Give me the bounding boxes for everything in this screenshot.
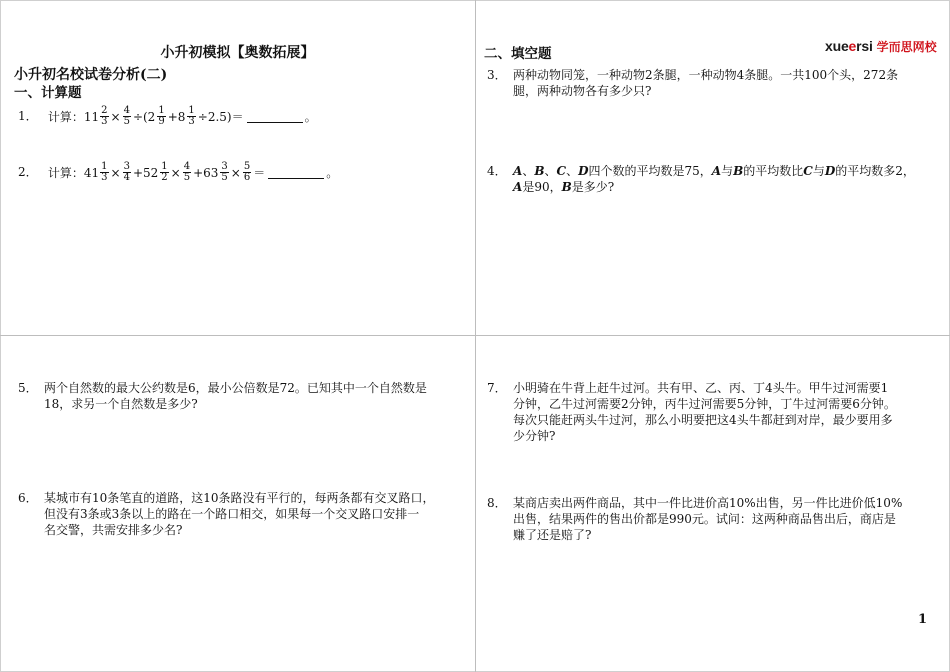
page-number: 1 [918,612,928,627]
question-7: 7． 小明骑在牛背上赶牛过河。共有甲、乙、丙、丁4头牛。甲牛过河需要1 分钟，乙牛过河需要2分钟，丙牛过河需要5分钟，丁牛过河需要6分钟。 每次只能赶两头牛过河，那么小明要把这4头牛都赶到对岸，最少要用多 少分钟? [487,381,896,443]
question-1: 1． 计算： 11 $\frac{2}{3}$ × $\frac{4}{5}$ ÷(2 $\frac{1}{9}$ +8 $\frac{1}{3}$ ÷2.5)＝ 。 [18,105,317,127]
xueersi-logo [825,38,937,55]
answer-blank-2[interactable] [268,167,324,179]
question-2: 2． 计算： 41 $\frac{1}{3}$ × $\frac{3}{4}$ +52 $\frac{1}{2}$ × $\frac{4}{5}$ +63 $\frac{3}{5}$ × $\frac{5}{6}$ ＝ 。 [18,161,339,183]
question-4: 4． A、B、C、D四个数的平均数是75，A与B的平均数比C与D的平均数多2， A是90，B是多少? [487,164,915,194]
logo-text-cn: 学而思网校 [876,40,937,54]
page-subtitle: 小升初名校试卷分析(二) [14,67,168,83]
section-calculation: 一、计算题 [14,85,82,101]
page-title: 小升初模拟【奥数拓展】 [160,45,315,61]
section-fill-blank: 二、填空题 [484,46,552,62]
answer-blank-1[interactable] [247,111,303,123]
q2-expression: 计算： 41 $\frac{1}{3}$ × $\frac{3}{4}$ +52 $\frac{1}{2}$ × $\frac{4}{5}$ +63 $\frac{3}{5}$ × $\frac{5}{6}$ ＝ 。 [47,161,339,183]
question-6: 6． 某城市有10条笔直的道路，这10条路没有平行的，每两条都有交叉路口， 但没有3条或3条以上的路在一个路口相交，如果每一个交叉路口安排一 名交警，共需安排多少名? [18,491,435,537]
q1-expression: 计算： 11 $\frac{2}{3}$ × $\frac{4}{5}$ ÷(2 $\frac{1}{9}$ +8 $\frac{1}{3}$ ÷2.5)＝ 。 [47,105,317,127]
question-3: 3． 两种动物同笼，一种动物2条腿，一种动物4条腿。一共100个头，272条 腿，两种动物各有多少只? [487,68,899,98]
question-8: 8． 某商店卖出两件商品，其中一件比进价高10%出售，另一件比进价低10% 出售，结果两件的售出价都是990元。试问：这两种商品售出后，商店是 赚了还是赔了? [487,496,903,542]
logo-text-en: xueersi [825,38,873,54]
vertical-divider [475,0,476,672]
question-5: 5． 两个自然数的最大公约数是6，最小公倍数是72。已知其中一个自然数是 18，求另一个自然数是多少? [18,381,427,411]
horizontal-divider [0,335,950,336]
